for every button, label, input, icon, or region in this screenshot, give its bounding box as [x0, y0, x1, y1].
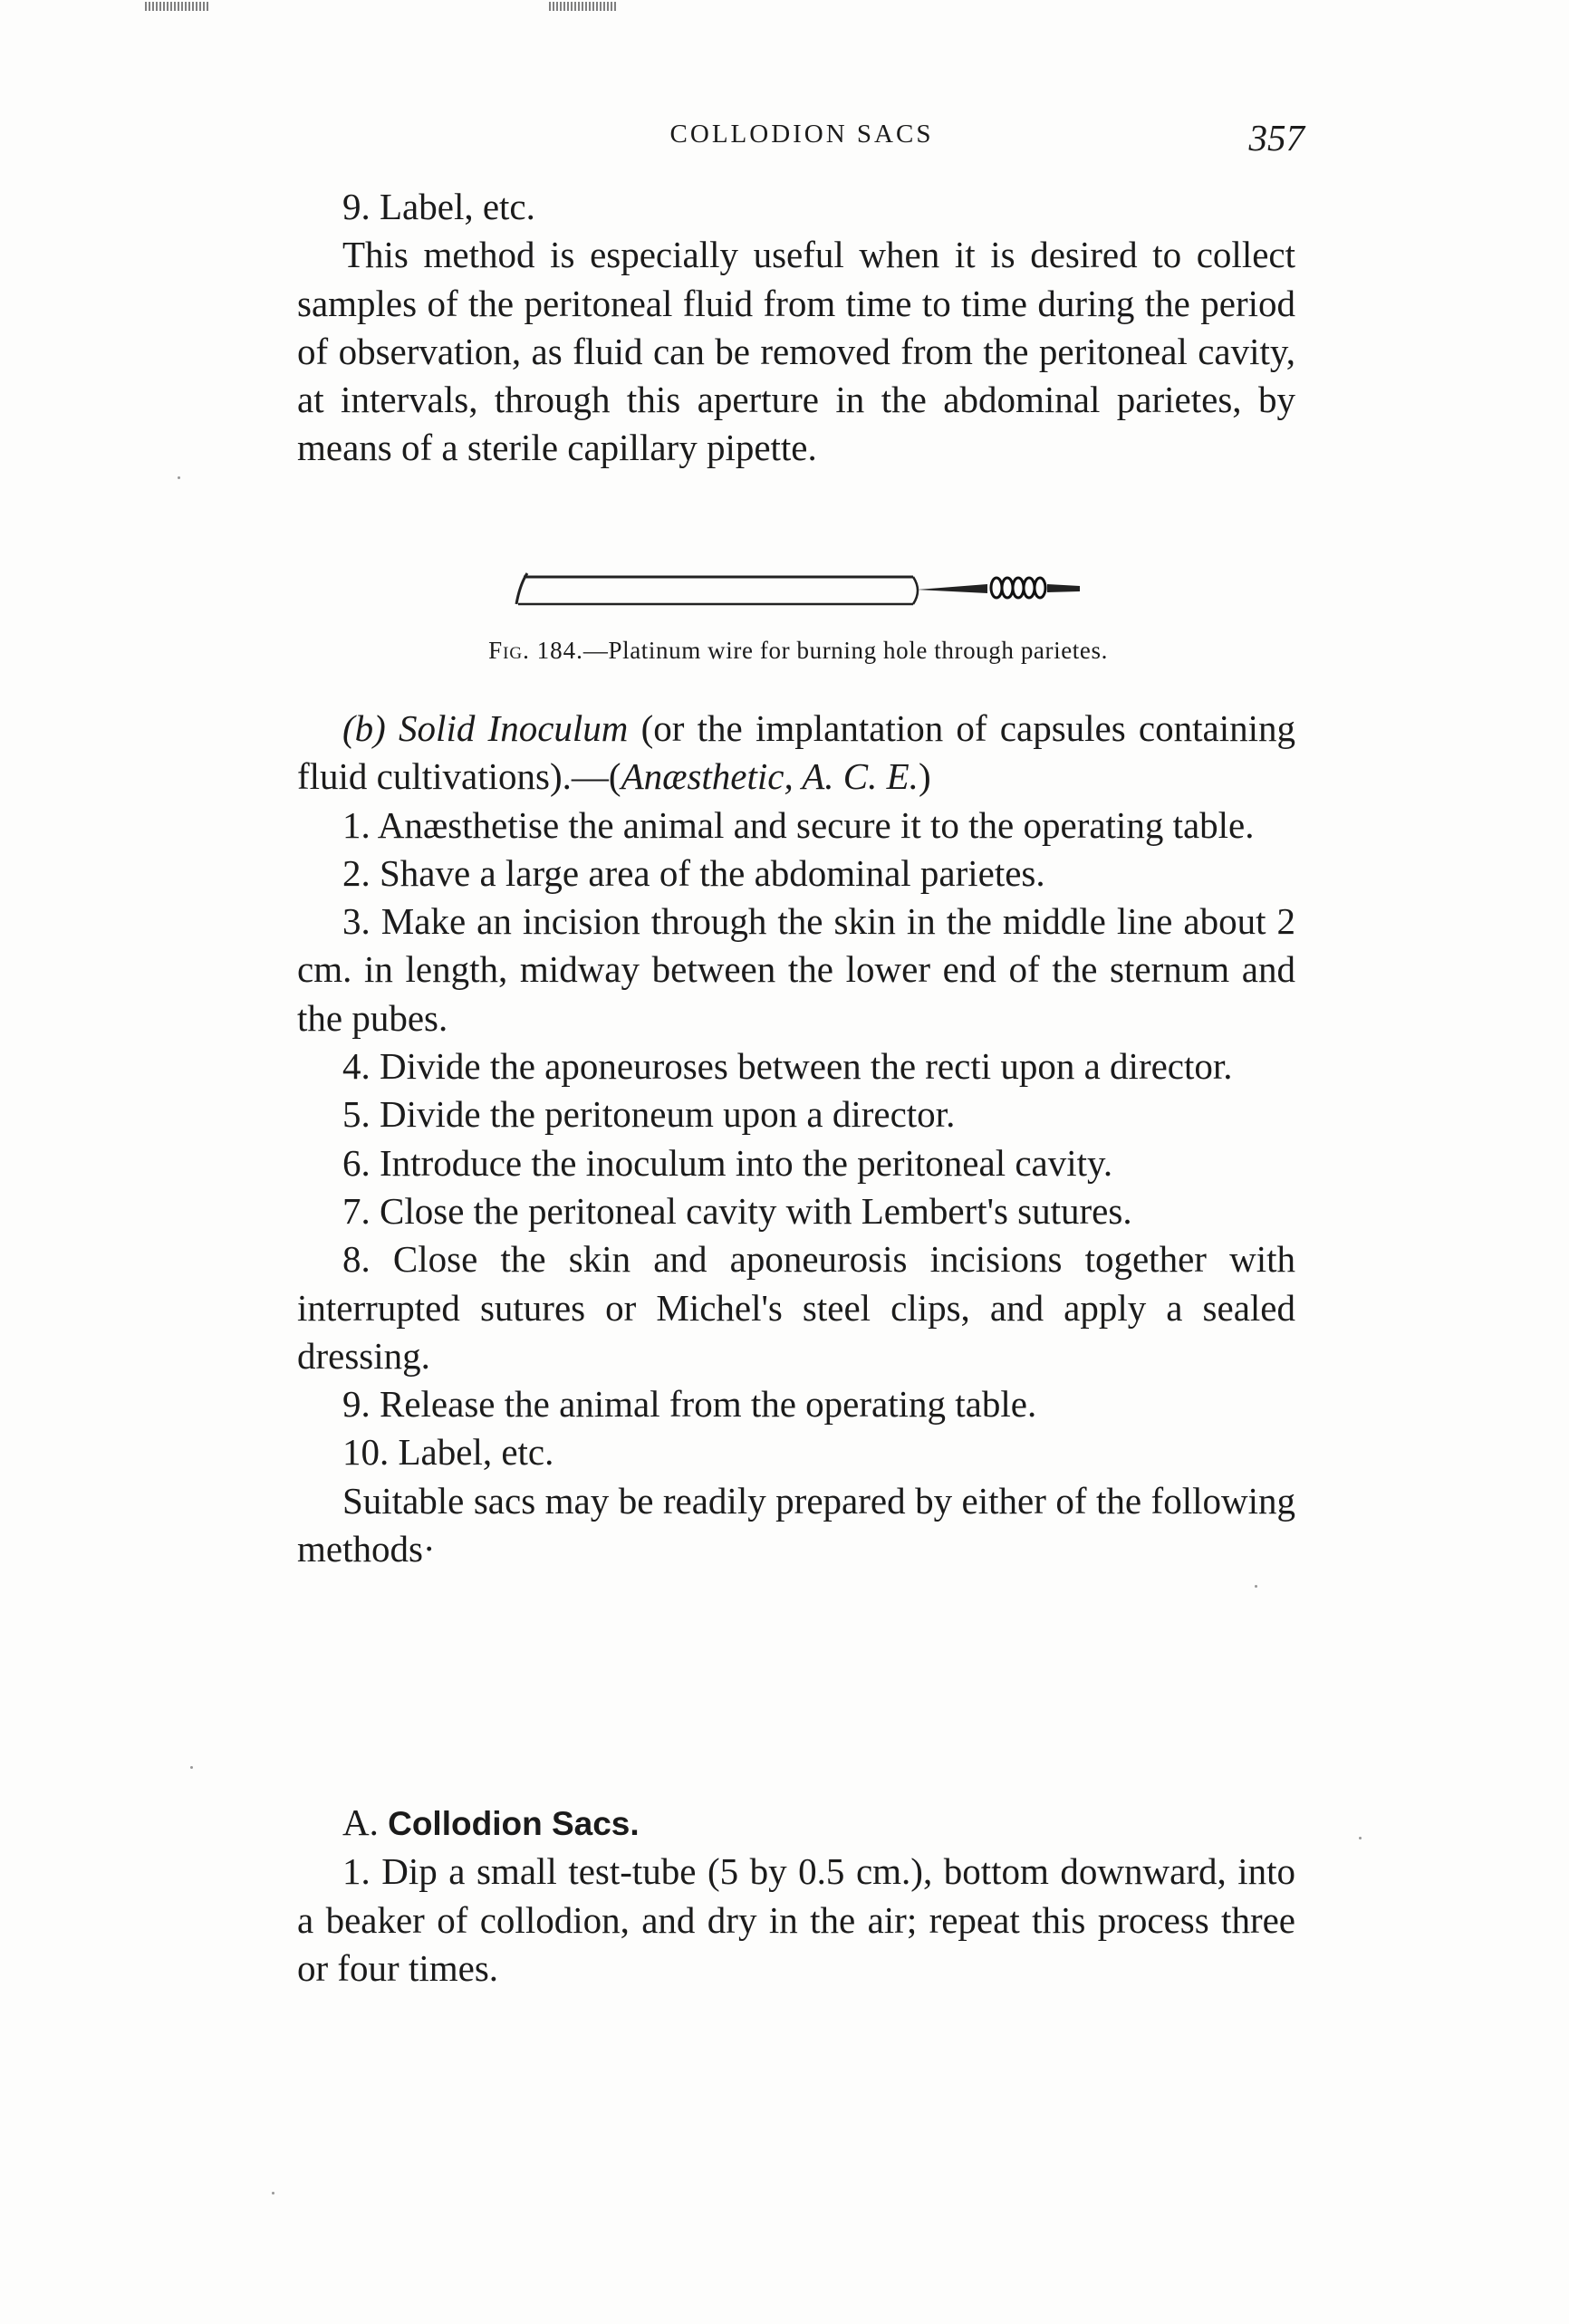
- dust-speck: [272, 2192, 274, 2194]
- step-3: 3. Make an incision through the skin in the middle line about 2 cm. in length, midway between the lower end of the sternum and the pubes.: [297, 900, 1295, 1039]
- dust-speck: [190, 1766, 193, 1769]
- step-4: 4. Divide the aponeuroses between the recti upon a director.: [342, 1045, 1233, 1088]
- step-1: 1. Anæsthetise the animal and secure it to the operating table.: [342, 803, 1255, 846]
- dust-speck: [1359, 1837, 1362, 1839]
- step-7: 7. Close the peritoneal cavity with Lembert's sutures.: [342, 1189, 1132, 1232]
- section-a-block: [297, 1799, 1295, 1993]
- section-b-marker: (b): [342, 707, 386, 749]
- top-text-block: [297, 183, 1295, 473]
- step-2: 2. Shave a large area of the abdominal parietes.: [342, 851, 1045, 894]
- section-a-title: Collodion Sacs.: [388, 1805, 640, 1842]
- scan-artifact-left: [145, 2, 210, 11]
- section-b-block: [297, 705, 1295, 1573]
- step-9: 9. Release the animal from the operating table.: [342, 1383, 1037, 1426]
- section-b-title: Solid Inoculum: [399, 707, 629, 749]
- figure-caption-text: —Platinum wire for burning hole through parietes.: [582, 637, 1108, 664]
- step-10: 10. Label, etc.: [342, 1431, 554, 1474]
- dust-speck: [178, 476, 180, 479]
- figure-caption: [299, 634, 1297, 667]
- figure-label: Fig. 184.: [488, 637, 583, 664]
- section-a-heading: [297, 1799, 1295, 1848]
- running-head: COLLODION SACS: [669, 120, 934, 149]
- platinum-wire-illustration-icon: [507, 557, 1087, 613]
- closing-paragraph: Suitable sacs may be readily prepared by either of the following methods·: [297, 1479, 1295, 1570]
- section-b-lead: (or the implantation of capsules containing fluid cultivations).—(: [297, 707, 1295, 798]
- section-b-lead-close: ): [918, 755, 931, 798]
- step-9-label: 9. Label, etc.: [342, 186, 535, 227]
- step-6: 6. Introduce the inoculum into the peritoneal cavity.: [342, 1141, 1113, 1184]
- anaesthetic-note: Anæsthetic, A. C. E.: [621, 755, 919, 798]
- method-paragraph: This method is especially useful when it is desired to collect samples of the peritoneal fluid from time to time during the period of observation, as fluid can be removed from the peritoneal cavity, at intervals, through this aperture in the abdominal parietes, by means of a sterile capillary pipette.: [297, 234, 1295, 469]
- section-a-marker: A.: [342, 1801, 389, 1843]
- section-b-heading: [297, 705, 1295, 802]
- page-number: 357: [1248, 117, 1304, 158]
- scan-artifact-right: [549, 2, 618, 11]
- step-8: 8. Close the skin and aponeurosis incisions together with interrupted sutures or Michel's steel clips, and apply a sealed dressing.: [297, 1238, 1295, 1377]
- section-a-step-1: 1. Dip a small test-tube (5 by 0.5 cm.), bottom downward, into a beaker of collodion, and dry in the air; repeat this process three or four times.: [297, 1850, 1295, 1989]
- page-header: [299, 116, 1304, 170]
- dust-speck: [1255, 1585, 1257, 1588]
- step-5: 5. Divide the peritoneum upon a director.: [342, 1093, 956, 1136]
